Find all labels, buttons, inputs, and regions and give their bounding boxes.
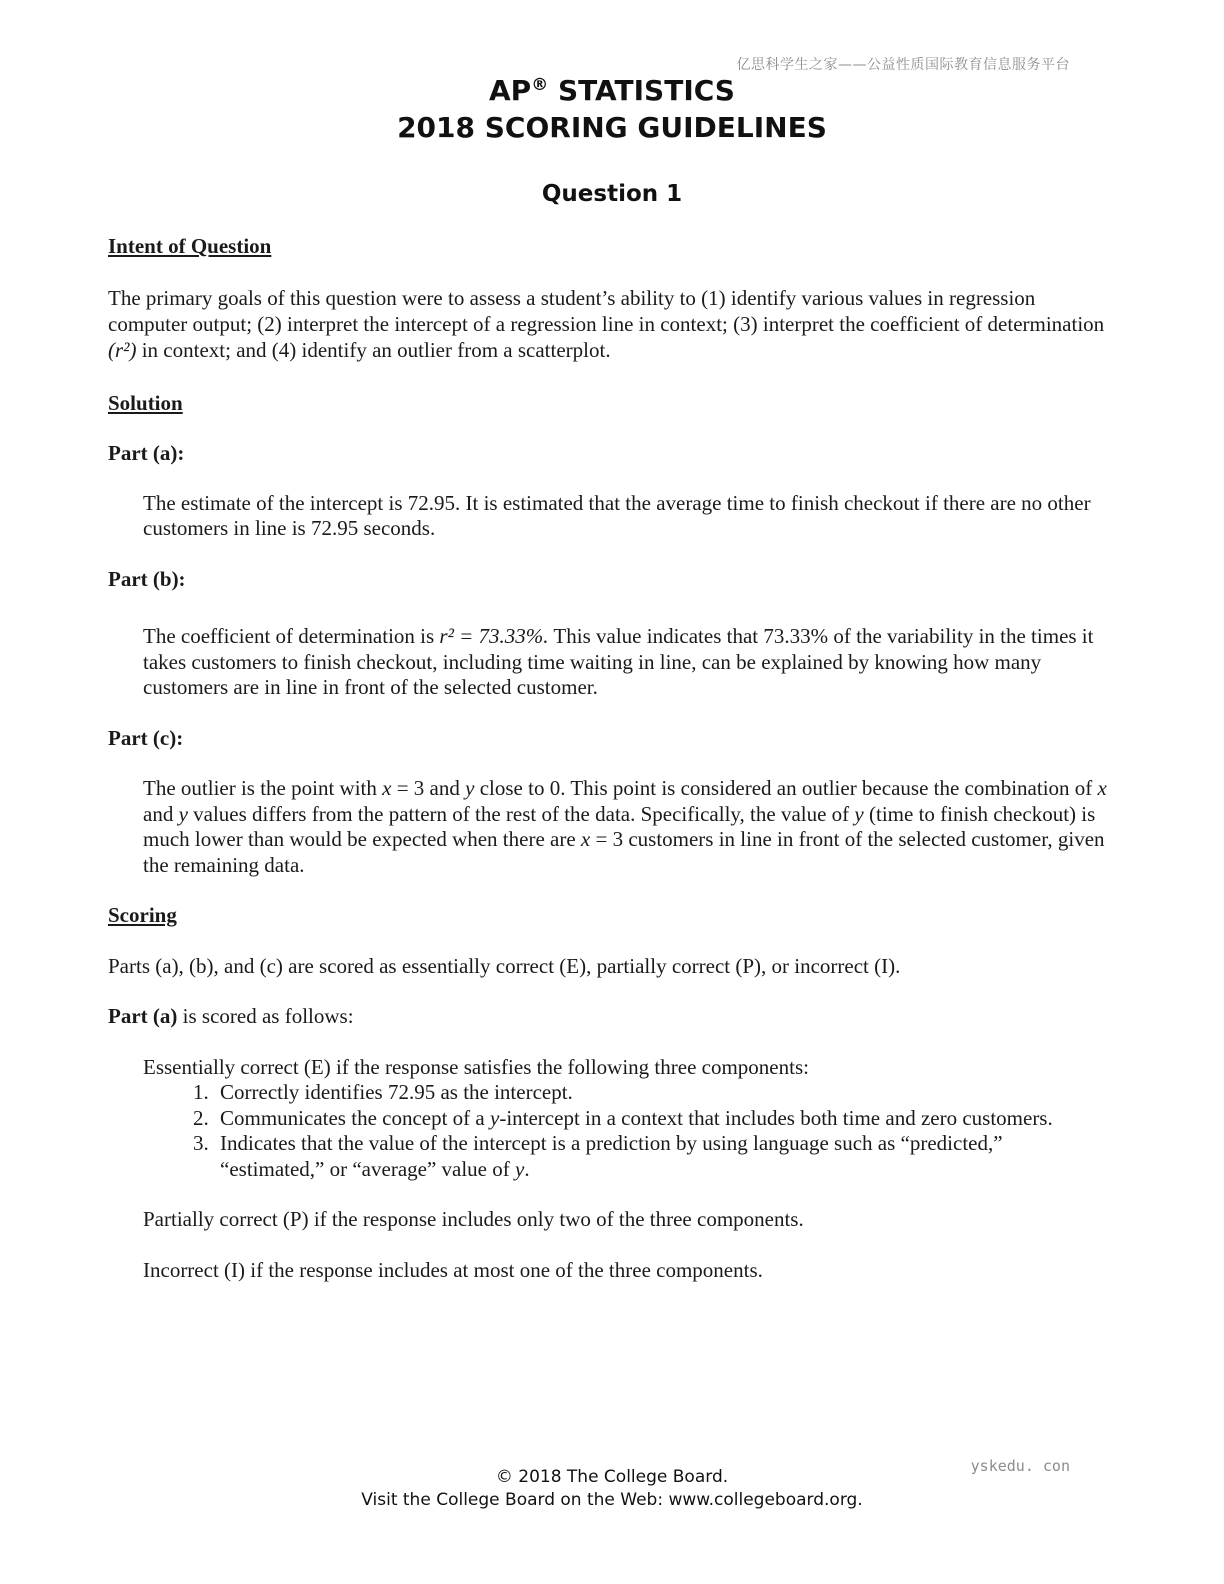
question-title: Question 1 [541, 181, 683, 207]
part-a-scoring-intro: Part (a) is scored as follows: [108, 1004, 354, 1028]
components-list [108, 1080, 1108, 1182]
r-squared-value: r² = 73.33%. [439, 624, 549, 648]
scoring-intro: Parts (a), (b), and (c) are scored as essentially correct (E), partially correct (P), or incorrect (I). [108, 953, 901, 978]
solution-heading: Solution [108, 390, 183, 415]
part-a-answer: The estimate of the intercept is 72.95. It is estimated that the average time to finish checkout if there are no other customers in line is 72.95 seconds. [143, 490, 1091, 540]
watermark-top: 亿思科学生之家——公益性质国际教育信息服务平台 [736, 57, 1070, 73]
header-line-2: 2018 SCORING GUIDELINES [397, 111, 827, 144]
component-3: 3. Indicates that the value of the intercept is a prediction by using language such as “predicted,” “estimated,” or “average” value of y. [214, 1131, 1108, 1182]
intent-paragraph: The primary goals of this question were to assess a student’s ability to (1) identify various values in regression computer output; (2) interpret the intercept of a regression line in context; (3) interpret the coefficient of determination (r²) in context; and (4) identify an outlier from a scatterplot. [108, 285, 1105, 362]
part-b-answer: The coefficient of determination is r² = 73.33%. This value indicates that 73.33% of the variability in the times it takes customers to finish checkout, including time waiting in line, can be explained by knowing how many customers are in line in front of the selected customer. [143, 624, 1094, 699]
watermark-bottom: yskedu. con [970, 1457, 1070, 1475]
part-c-label: Part (c): [108, 725, 184, 750]
intent-heading: Intent of Question [108, 234, 272, 258]
component-1: 1. Correctly identifies 72.95 as the intercept. [214, 1080, 1108, 1106]
essentially-correct-criteria: Essentially correct (E) if the response satisfies the following three components: [143, 1054, 809, 1079]
page-header [0, 72, 1224, 146]
incorrect-criteria: Incorrect (I) if the response includes at most one of the three components. [143, 1257, 763, 1282]
partially-correct-criteria: Partially correct (P) if the response includes only two of the three components. [143, 1207, 804, 1231]
page-footer [0, 1466, 1224, 1512]
scoring-heading: Scoring [108, 903, 177, 927]
footer-website: Visit the College Board on the Web: www.collegeboard.org. [361, 1490, 863, 1510]
part-c-answer: The outlier is the point with x = 3 and y close to 0. This point is considered an outlier because the combination of x and y values differs from the pattern of the rest of the data. Specifically, the value of y (time to finish checkout) is much lower than would be expected when there are x = 3 customers in line in front of the selected customer, given the remaining data. [143, 776, 1107, 877]
r-squared-formula: (r²) [108, 337, 137, 362]
header-line-1: AP® STATISTICS [489, 74, 735, 107]
footer-copyright: © 2018 The College Board. [495, 1467, 729, 1487]
component-2: 2. Communicates the concept of a y-intercept in a context that includes both time and zero customers. [214, 1106, 1108, 1132]
part-a-label: Part (a): [108, 441, 185, 465]
part-b-label: Part (b): [108, 566, 186, 591]
document-body [108, 234, 1108, 1283]
